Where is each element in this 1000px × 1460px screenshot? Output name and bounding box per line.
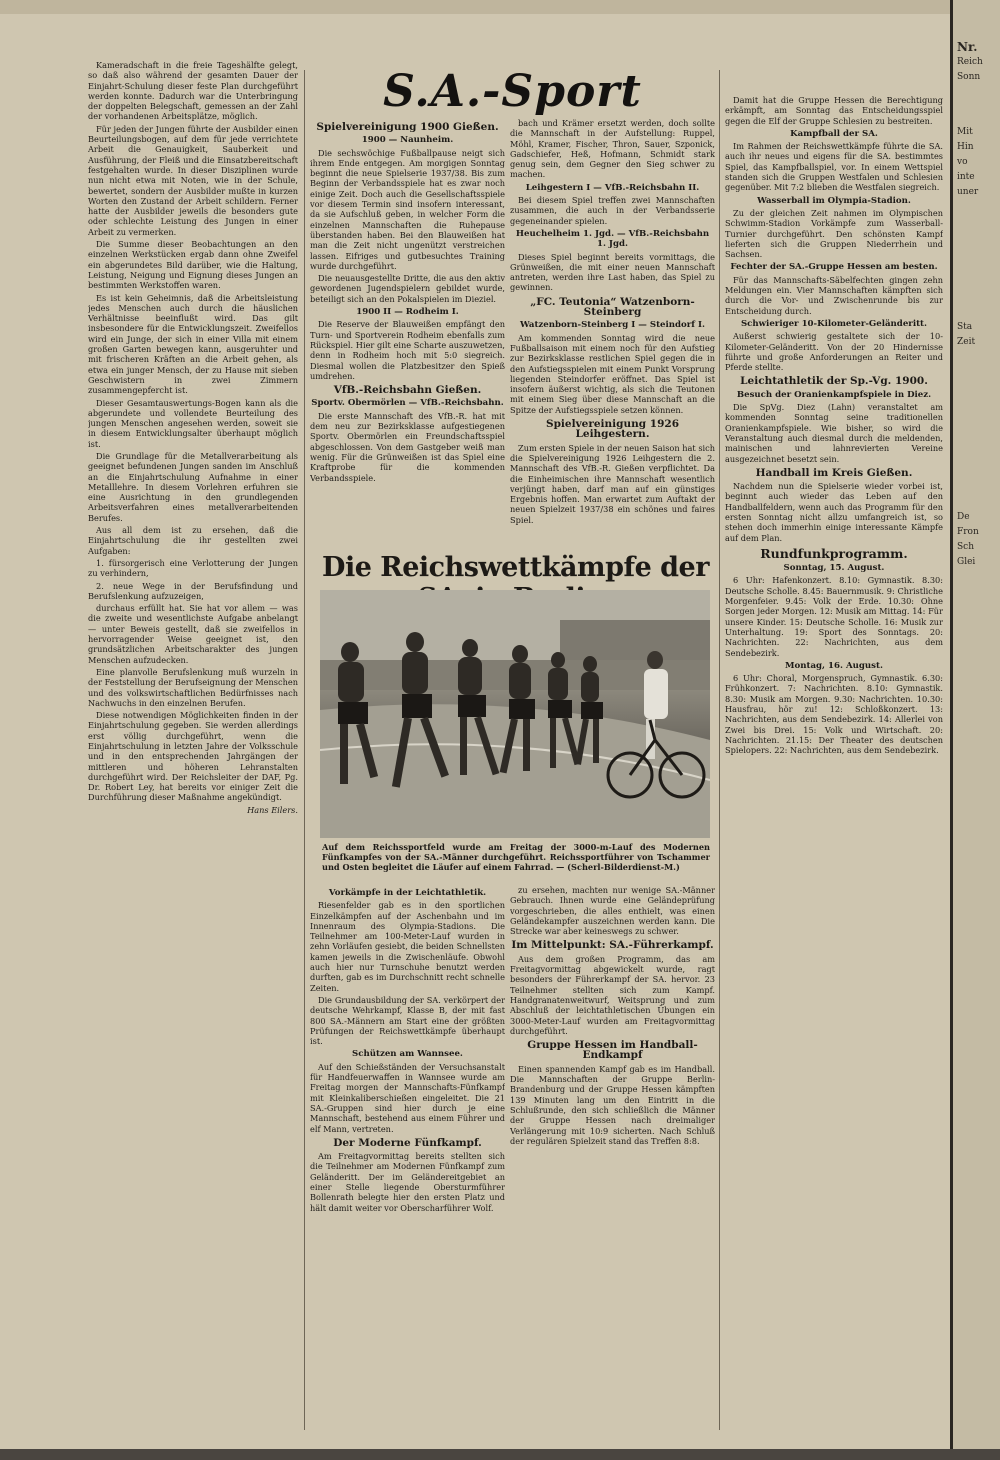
fragment: Sch bbox=[957, 542, 975, 552]
section-heading: Handball im Kreis Gießen. bbox=[755, 466, 913, 479]
column-1-article bbox=[88, 60, 298, 1425]
section-heading: Der Moderne Fünfkampf. bbox=[333, 1136, 482, 1149]
column-rule bbox=[719, 70, 720, 1430]
fragment: inte bbox=[957, 172, 975, 182]
paragraph: Aus dem großen Programm, das am Freitagvormittag abgewickelt wurde, ragt besonders der Führerkampf der SA. hervor. 23 Teilnehmer stellten sich zum Kampf. Handgranatenweitwurf, Weitsprung und zum Abschluß der leichtathletischen Übungen ein 3000-Meter-Lauf wurden am Freitagvormittag durchgeführt. bbox=[510, 953, 715, 1036]
paragraph: Die Reserve der Blauweißen empfängt den Turn- und Sportverein Rodheim ebenfalls zum Rückspiel. Hier gilt eine Scharte auszuwetzen, denn in Rodheim hoch mit 5:0 siegreich. Diesmal wollen die Platzbesitzer den Spieß umdrehen. bbox=[310, 319, 505, 381]
paragraph: 2. neue Wege in der Berufsfindung und Berufslenkung aufzuzeigen, bbox=[88, 580, 298, 601]
paragraph: Dieses Spiel beginnt bereits vormittags, die Grünweißen, die mit einer neuen Mannschaft antreten, werden ihre Last haben, das Spiel zu gewinnen. bbox=[510, 251, 715, 293]
section-heading: Kampfball der SA. bbox=[790, 128, 878, 139]
paragraph: durchaus erfüllt hat. Sie hat vor allem — was die zweite und wesentlichste Aufgabe anbelangt — unter Beweis gestellt, daß sie zweifellos in hervorragender Weise geeignet ist, den grundsätzlichen Arbeitscharakter des jungen Menschen aufzudecken. bbox=[88, 603, 298, 665]
section-heading: Spielvereinigung 1926 Leihgestern. bbox=[545, 418, 680, 441]
paragraph: Die Grundausbildung der SA. verkörpert der deutsche Wehrkampf, Klasse B, der mit fast 800 SA.-Männern am Start eine der größten Prüfungen der Reichswettkämpfe überhaupt ist. bbox=[310, 994, 505, 1047]
photo-caption: Auf dem Reichssportfeld wurde am Freitag der 3000-m-Lauf des Modernen Fünfkampfes von der SA.-Männer durchgeführt. Reichssportführer von Tschammer und Osten begleitet die Läufer auf einem Fahrrad. — (Scherl-Bilderdienst-M.) bbox=[322, 842, 710, 872]
section-heading: Vorkämpfe in der Leichtathletik. bbox=[328, 888, 487, 898]
paragraph: Aus all dem ist zu ersehen, daß die Einjahrtschulung die ihr gestellten zwei Aufgaben: bbox=[88, 525, 298, 556]
day-heading: Sonntag, 15. August. bbox=[783, 563, 885, 574]
paragraph: Im Rahmen der Reichswettkämpfe führte die SA. auch ihr neues und eigens für die SA. bestimmtes Spiel, das Kampfballspiel, vor. In einem Wettspiel standen sich die Gruppen Westfalen und Schlesien gegenüber. Mit 7:2 blieben die Westfalen siegreich. bbox=[725, 141, 943, 193]
paragraph: Für jeden der Jungen führte der Ausbilder einen Beurteilungsbogen, auf dem für jede verrichtete Arbeit die Genauigkeit, Sauberkeit und Ausführung, der Fleiß und die Einsatzbereitschaft festgehalten wurde. In dieser Disziplinen wurde nun nicht etwa mit Noten, wie in der Schule, bewertet, sondern der Ausbilder mußte in kurzen Worten den Zustand der Arbeit schildern. Ferner hatte der Ausbilder jeweils die besonders gute oder schlechte Leistung des Jungen in einer Arbeit zu vermerken. bbox=[88, 123, 298, 237]
page-top-edge bbox=[0, 0, 950, 14]
match-heading: Leihgestern I — VfB.-Reichsbahn II. bbox=[525, 182, 700, 193]
radio-program-heading: Rundfunkprogramm. bbox=[760, 545, 908, 561]
match-heading: 1900 II — Rodheim I. bbox=[356, 307, 459, 318]
section-heading: Spielvereinigung 1900 Gießen. bbox=[316, 121, 499, 133]
subheading: Besuch der Oranienkampfspiele in Diez. bbox=[736, 389, 932, 400]
column-rule bbox=[304, 70, 305, 1430]
paragraph: 6 Uhr: Hafenkonzert. 8.10: Gymnastik. 8.30: Deutsche Scholle. 8.45: Bauernmusik. 9: Christliche Morgenfeier. 9.45: Volk der Erde. 10.30: Ohne Sorgen jeder Morgen. 12: Musik am Mittag. 14: Für unsere Kinder. 15: Deutsche Scholle. 16: Musik zur Unterhaltung. 19: Sport des Sonntags. 20: Nachrichten. 22: Nachrichten, aus dem Sendebezirk. bbox=[725, 575, 943, 658]
column-3-upper bbox=[510, 118, 715, 548]
paragraph: zu ersehen, machten nur wenige SA.-Männer Gebrauch. Ihnen wurde eine Geländeprüfung vorgeschrieben, die alles enthielt, was einen Geländekampfer auszeichnen werden kann. Die Strecke war aber keineswegs zu schwer. bbox=[510, 885, 715, 937]
section-heading: VfB.-Reichsbahn Gießen. bbox=[333, 384, 482, 397]
fragment: Zeit bbox=[957, 337, 976, 347]
section-heading: „FC. Teutonia“ Watzenborn-Steinberg bbox=[530, 295, 695, 319]
paragraph: Es ist kein Geheimnis, daß die Arbeitsleistung jedes Menschen auch durch die häuslichen Verhältnisse beeinflußt wird. Das gilt insbesondere für die Entwicklungszeit. Zweifellos wird ein Junge, der sich in einer Villa mit einem großen Garten bewegen kann, ausgeruhter und mit frischeren Kräften an die Arbeit gehen, als etwa ein junger Mensch, der zu Hause mit sieben Geschwistern in zwei Zimmern zusammengepfercht ist. bbox=[88, 292, 298, 396]
fragment: uner bbox=[957, 187, 979, 197]
runners-photo-illustration bbox=[320, 590, 710, 838]
section-heading: Leichtathletik der Sp.-Vg. 1900. bbox=[740, 375, 928, 388]
paragraph: Die erste Mannschaft des VfB.-R. hat mit dem neu zur Bezirksklasse aufgestiegenen Sportv. Obermörlen ein Freundschaftsspiel abgeschlossen. Von dem Gastgeber weiß man wenig. Für die Grünweißen ist das Spiel eine Kraftprobe für die kommenden Verbandsspiele. bbox=[310, 410, 505, 483]
paragraph: Diese notwendigen Möglichkeiten finden in der Einjahrtschulung gegeben. Sie werden allerdings erst völlig durchgeführt, wenn die Einjahrtschulung in letzten Jahre der Volksschule und in den entsprechenden Jahrgängen der mittleren und höheren Lehranstalten durchgeführt wird. Der Reichsleiter der DAF, Pg. Dr. Robert Ley, hat bereits vor einiger Zeit die Durchführung dieser Maßnahme angekündigt. bbox=[88, 710, 298, 803]
paragraph: Auf den Schießständen der Versuchsanstalt für Handfeuerwaffen in Wannsee wurde am Freitag morgen der Mannschafts-Fünfkampf mit Kleinkaliberschießen eingeleitet. Die 21 SA.-Gruppen sind hier durch je eine Mannschaft, bestehend aus einem Führer und elf Mann, vertreten. bbox=[310, 1061, 505, 1134]
paragraph: Die neuausgestellte Dritte, die aus den aktiv gewordenen Jugendspielern gebildet wurde, beteiligt sich an den Pokalspielen im Dieziel. bbox=[310, 273, 505, 304]
section-heading: Schwieriger 10-Kilometer-Geländeritt. bbox=[740, 318, 928, 329]
adjacent-page-edge bbox=[950, 0, 1000, 1449]
paragraph: Die sechswöchige Fußballpause neigt sich ihrem Ende entgegen. Am morgigen Sonntag beginnt die neue Spielserie 1937/38. Bis zum Beginn der Verbandsspiele hat es zwar noch einige Zeit. Doch auch die Gesellschaftsspiele vor diesem Termin sind insofern interessant, da sie Aufschluß geben, in welcher Form die einzelnen Mannschaften die Ruhepause überstanden haben. Bei den Blauweißen hat man die Zeit nicht ungenützt verstreichen lassen. Eifriges und gutbesuchtes Training wurde durchgeführt. bbox=[310, 147, 505, 271]
section-heading: Im Mittelpunkt: SA.-Führerkampf. bbox=[511, 939, 714, 952]
paragraph: Nachdem nun die Spielserie wieder vorbei ist, beginnt auch wieder das Leben auf den Handballfeldern, wenn auch das Programm für den ersten Sonntag nicht allzu umfangreich ist, so stehen doch immerhin einige interessante Kämpfe auf dem Plan. bbox=[725, 481, 943, 543]
paragraph: Zum ersten Spiele in der neuen Saison hat sich die Spielvereinigung 1926 Leihgestern die 2. Mannschaft des VfB.-R. Gießen verpflichtet. Da die Einheimischen ihre Mannschaft wesentlich verjüngt haben, darf man auf ein günstiges Ergebnis hoffen. Man erwartet zum Auftakt der neuen Spielzeit 1937/38 ein schönes und faires Spiel. bbox=[510, 442, 715, 525]
paragraph: Zu der gleichen Zeit nahmen im Olympischen Schwimm-Stadion Vorkämpfe zum Wasserball-Turnier durchgeführt. Den schönsten Kampf lieferten sich die Gruppen Niederrhein und Sachsen. bbox=[725, 207, 943, 260]
section-heading: Wasserball im Olympia-Stadion. bbox=[757, 195, 911, 206]
column-3-lower bbox=[510, 885, 715, 1430]
match-heading: Watzenborn-Steinberg I — Steindorf I. bbox=[519, 320, 705, 331]
paragraph: Die Summe dieser Beobachtungen an den einzelnen Werkstücken ergab dann ohne Zweifel ein abgerundetes Bild darüber, wie die Haltung, Leistung, Neigung und Eignung dieses Jungen an bestimmten Werkstoffen waren. bbox=[88, 239, 298, 291]
fragment: vo bbox=[957, 157, 968, 167]
paragraph: 6 Uhr: Choral, Morgenspruch, Gymnastik. 6.30: Frühkonzert. 7: Nachrichten. 8.10: Gymnastik. 8.30: Musik am Morgen. 9.30: Nachrichten. 10.30: Hausfrau, hör zu! 12: Schloßkonzert. 13: Nachrichten, aus dem Sendebezirk. 14: Allerlei von Zwei bis Drei. 15: Volk und Wirtschaft. 20: Nachrichten. 21.15: Der Theater des deutschen Spielopers. 22: Nachrichten, aus dem Sendebezirk. bbox=[725, 673, 943, 756]
fragment: Glei bbox=[957, 557, 976, 567]
fragment: Sta bbox=[957, 322, 973, 332]
paragraph: 1. fürsorgerisch eine Verlotterung der Jungen zu verhindern, bbox=[88, 557, 298, 579]
match-heading: Heuchelheim 1. Jgd. — VfB.-Reichsbahn 1. Jgd. bbox=[515, 228, 710, 250]
paragraph: Bei diesem Spiel treffen zwei Mannschaften zusammen, die auch in der Verbandsserie gegeneinander spielen. bbox=[510, 195, 715, 226]
paragraph: Damit hat die Gruppe Hessen die Berechtigung erkämpft, am Sonntag das Entscheidungsspiel gegen die Elf der Gruppe Schlesien zu bestreiten. bbox=[725, 95, 943, 126]
fragment: De bbox=[957, 512, 970, 522]
column-4 bbox=[725, 95, 943, 1460]
feature-headline: Die Reichswettkämpfe der bbox=[322, 552, 709, 583]
section-masthead: S.A.-Sport bbox=[383, 66, 642, 117]
day-heading: Montag, 16. August. bbox=[785, 660, 883, 671]
column-2-lower bbox=[310, 885, 505, 1430]
paragraph: Die Grundlage für die Metallverarbeitung als geeignet befundenen Jungen sanden im Anschluß an die Einjahrtschulung Aufnahme in einer Metalllehre. In diesem Vorlehren erfuhren sie eine Ausrichtung in den grundlegenden Arbeitsverfahren eines metallverarbeitenden Berufes. bbox=[88, 450, 298, 523]
column-2-upper bbox=[310, 118, 505, 548]
paragraph: Am kommenden Sonntag wird die neue Fußballsaison mit einem noch für den Aufstieg zur Bezirksklasse restlichen Spiel gegen die in den Aufstiegsspielen mit einem Punkt Vorsprung liegenden Steindorfer eröffnet. Das Spiel ist insofern äußerst wichtig, als sich die Teutonen mit einem Sieg über diese Mannschaft an die Spitze der Aufstiegsspiele setzen können. bbox=[510, 332, 715, 415]
paragraph: Eine planvolle Berufslenkung muß wurzeln in der Feststellung der Berufseignung der Menschen und des volkswirtschaftlichen Bedürfnisses nach Nachwuchs in den einzelnen Berufen. bbox=[88, 666, 298, 708]
section-heading: Schützen am Wannsee. bbox=[352, 1049, 463, 1060]
author-signature: Hans Eilers. bbox=[247, 804, 298, 815]
section-heading: Fechter der SA.-Gruppe Hessen am besten. bbox=[730, 262, 938, 273]
paragraph: Am Freitagvormittag bereits stellten sich die Teilnehmer am Modernen Fünfkampf zum Geländeritt. Der im Geländereitgebiet an einer Stelle liegende Obersturmführer Bollenrath belegte hier den ersten Platz und hält damit weiter vor Oberscharführer Wolf. bbox=[310, 1151, 505, 1213]
paragraph: Außerst schwierig gestaltete sich der 10-Kilometer-Geländeritt. Von der 20 Hindernisse führte und große Anforderungen an Reiter und Pferde stellte. bbox=[725, 331, 943, 373]
paragraph: Die SpVg. Diez (Lahn) veranstaltet am kommenden Sonntag seine traditionellen Oranienkampfspiele. Wie bisher, so wird die Veranstaltung auch diesmal durch die meldenden, mainischen und lahnrevierten Vereine ausgezeichnet besetzt sein. bbox=[725, 402, 943, 464]
section-heading: Gruppe Hessen im Handball-Endkampf bbox=[527, 1039, 698, 1062]
paragraph: Dieser Gesamtauswertungs-Bogen kann als die abgerundete und vollendete Beurteilung des jungen Menschen angesehen werden, soweit sie in diesem Entwicklungsalter überhaupt möglich ist. bbox=[88, 397, 298, 449]
paragraph: Kameradschaft in die freie Tageshälfte gelegt, so daß also während der gesamten Dauer der Einjahrt-Schulung dieser feste Plan durchgeführt werden konnte. Dadurch war die Unterbringung der doppelten Belegschaft, gemessen an der Zahl der vorhandenen Arbeitsplätze, möglich. bbox=[88, 60, 298, 122]
fragment: Nr. bbox=[957, 40, 978, 54]
match-heading: Sportv. Obermörlen — VfB.-Reichsbahn. bbox=[311, 398, 504, 409]
news-photo bbox=[320, 590, 710, 838]
fragment: Fron bbox=[957, 527, 979, 537]
paragraph: Für das Mannschafts-Säbelfechten gingen zehn Meldungen ein. Vier Mannschaften kämpften sich durch die Vor- und Zwischenrunde bis zur Entscheidung durch. bbox=[725, 274, 943, 316]
fragment: Sonn bbox=[957, 72, 981, 82]
match-heading: 1900 — Naunheim. bbox=[361, 135, 454, 146]
paragraph: Einen spannenden Kampf gab es im Handball. Die Mannschaften der Gruppe Berlin-Brandenburg und der Gruppe Hessen kämpften 139 Minuten lang um den Eintritt in die Schlußrunde, den sich schließlich die Männer der Gruppe Hessen nach dreimaliger Verlängerung mit 10:9 sicherten. Nach Schluß der regulären Spielzeit stand das Treffen 8:8. bbox=[510, 1063, 715, 1146]
fragment: Reich bbox=[957, 57, 983, 67]
fragment: Hin bbox=[957, 142, 974, 152]
paragraph: Riesenfelder gab es in den sportlichen Einzelkämpfen auf der Aschenbahn und im Innenraum des Olympia-Stadions. Die Teilnehmer am 100-Meter-Lauf wurden in zehn Vorläufen gesiebt, die beiden Schnellsten kamen jeweils in die Zwischenläufe. Obwohl auch hier nur Turnschuhe benutzt werden durften, gab es im Durchschnitt recht schnelle Zeiten. bbox=[310, 900, 505, 993]
paragraph: bach und Krämer ersetzt werden, doch sollte die Mannschaft in der Aufstellung: Ruppel, Möhl, Kramer, Fischer, Thron, Sauer, Szponick, Gadschiefer, Heß, Hofmann, Schmidt stark genug sein, dem Gegner den Sieg schwer zu machen. bbox=[510, 118, 715, 180]
fragment: Mit bbox=[957, 127, 973, 137]
